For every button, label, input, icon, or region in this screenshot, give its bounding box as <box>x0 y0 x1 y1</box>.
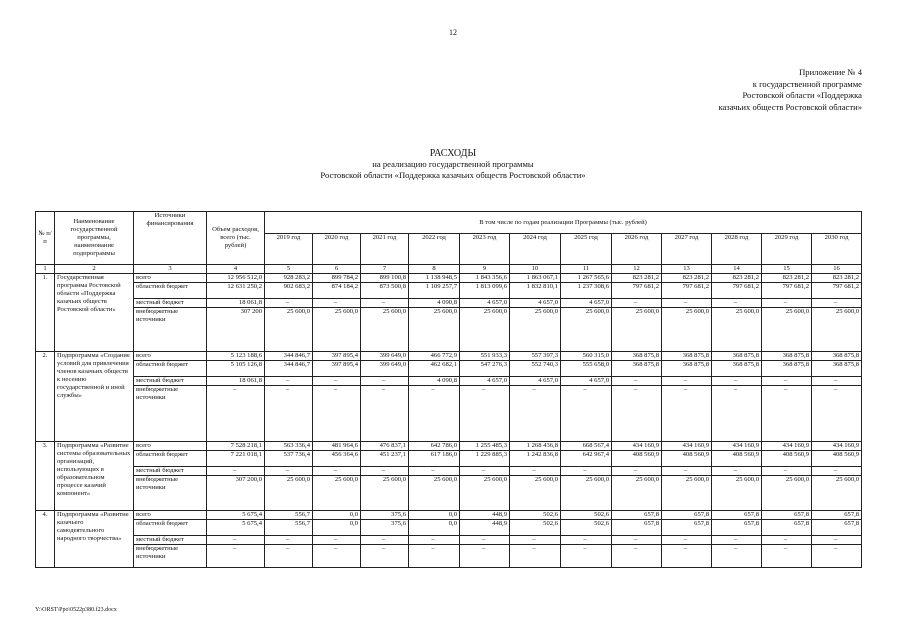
year-value: 368 875,8 <box>812 361 862 377</box>
year-value: 456 364,6 <box>313 451 361 467</box>
year-value: 25 600,0 <box>460 308 510 352</box>
year-value: 25 600,0 <box>409 308 460 352</box>
year-value: 481 964,6 <box>313 442 361 451</box>
program-name: Подпрограмма «Развитие казачьего самодеятельного народного творчества» <box>55 511 134 568</box>
column-number: 6 <box>313 265 361 274</box>
year-value: 873 500,8 <box>361 283 409 299</box>
year-value: 1 843 356,6 <box>460 274 510 283</box>
year-value: – <box>409 467 460 476</box>
year-value: 25 600,0 <box>265 308 313 352</box>
year-value: 1 863 067,1 <box>510 274 561 283</box>
page-number: 12 <box>449 28 457 37</box>
year-value: 4 657,0 <box>561 377 612 386</box>
year-value: – <box>409 545 460 568</box>
year-value: – <box>361 299 409 308</box>
year-value: 563 336,4 <box>265 442 313 451</box>
total-value: 18 061,8 <box>207 377 265 386</box>
year-value: – <box>409 386 460 442</box>
year-value: – <box>361 377 409 386</box>
year-value: – <box>409 536 460 545</box>
header-by-year: В том числе по годам реализации Программы (тыс. рублей) <box>265 212 862 234</box>
column-number: 3 <box>134 265 207 274</box>
year-value: – <box>762 377 812 386</box>
year-value: 556,7 <box>265 520 313 536</box>
year-value: – <box>762 386 812 442</box>
year-value: – <box>265 536 313 545</box>
year-value: – <box>460 386 510 442</box>
year-value: 1 109 257,7 <box>409 283 460 299</box>
funding-source: местный бюджет <box>134 467 207 476</box>
table-row <box>36 467 862 476</box>
header-num: № п/п <box>36 212 55 265</box>
year-value: 4 657,0 <box>561 299 612 308</box>
year-value: – <box>662 299 712 308</box>
year-value: – <box>361 386 409 442</box>
file-path: Y:\ORST\Ppo\0522p380.f23.docx <box>35 607 117 613</box>
year-value: – <box>812 386 862 442</box>
year-value: 899 100,8 <box>361 274 409 283</box>
year-value: 1 229 885,3 <box>460 451 510 467</box>
year-value: 434 160,9 <box>812 442 862 451</box>
table-row <box>36 520 862 536</box>
year-value: 1 268 436,8 <box>510 442 561 451</box>
year-value: 25 600,0 <box>313 476 361 511</box>
year-value: 642 967,4 <box>561 451 612 467</box>
year-value: 25 600,0 <box>612 476 662 511</box>
year-value: 466 772,9 <box>409 352 460 361</box>
year-value: – <box>612 299 662 308</box>
year-value: 476 837,1 <box>361 442 409 451</box>
year-value: 25 600,0 <box>561 308 612 352</box>
appendix-line: казачьих обществ Ростовской области» <box>718 101 862 112</box>
year-value: 1 237 308,6 <box>561 283 612 299</box>
year-value: 899 784,2 <box>313 274 361 283</box>
year-value: – <box>762 536 812 545</box>
year-value: 823 281,2 <box>812 274 862 283</box>
year-value: 1 832 810,1 <box>510 283 561 299</box>
year-value: 25 600,0 <box>712 308 762 352</box>
year-value: 4 090,8 <box>409 377 460 386</box>
year-value: – <box>313 377 361 386</box>
year-value: – <box>361 536 409 545</box>
header-year: 2027 год <box>662 234 712 265</box>
year-value: 797 681,2 <box>662 283 712 299</box>
year-value: 557 397,3 <box>510 352 561 361</box>
funding-source: всего <box>134 352 207 361</box>
header-total: Объем расходов, всего (тыс. рублей) <box>207 212 265 265</box>
total-value: 7 221 018,1 <box>207 451 265 467</box>
year-value: 408 560,9 <box>612 451 662 467</box>
year-value: 462 682,1 <box>409 361 460 377</box>
year-value: – <box>313 545 361 568</box>
table-row <box>36 299 862 308</box>
year-value: 368 875,8 <box>712 361 762 377</box>
funding-source: местный бюджет <box>134 299 207 308</box>
total-value: 12 631 250,2 <box>207 283 265 299</box>
year-value: 502,6 <box>510 511 561 520</box>
total-value: 5 675,4 <box>207 511 265 520</box>
expenses-table <box>35 211 862 568</box>
year-value: 25 600,0 <box>812 308 862 352</box>
program-number: 2. <box>36 352 55 442</box>
year-value: – <box>265 545 313 568</box>
year-value: 1 267 565,6 <box>561 274 612 283</box>
appendix-line: к государственной программе <box>752 78 862 89</box>
funding-source: областной бюджет <box>134 361 207 377</box>
year-value: – <box>561 536 612 545</box>
total-value: – <box>207 467 265 476</box>
year-value: 408 560,9 <box>762 451 812 467</box>
year-value: 657,8 <box>662 520 712 536</box>
year-value: 408 560,9 <box>712 451 762 467</box>
year-value: 657,8 <box>612 511 662 520</box>
header-year: 2019 год <box>265 234 313 265</box>
column-number: 4 <box>207 265 265 274</box>
year-value: – <box>712 536 762 545</box>
year-value: 368 875,8 <box>712 352 762 361</box>
year-value: – <box>712 377 762 386</box>
column-number: 12 <box>612 265 662 274</box>
column-number: 13 <box>662 265 712 274</box>
year-value: 560 315,0 <box>561 352 612 361</box>
year-value: – <box>510 386 561 442</box>
program-number: 3. <box>36 442 55 511</box>
year-value: 25 600,0 <box>712 476 762 511</box>
year-value: 537 736,4 <box>265 451 313 467</box>
year-value: 399 649,0 <box>361 352 409 361</box>
year-value: 25 600,0 <box>561 476 612 511</box>
year-value: 448,9 <box>460 511 510 520</box>
column-number: 9 <box>460 265 510 274</box>
year-value: 25 600,0 <box>612 308 662 352</box>
year-value: – <box>812 299 862 308</box>
program-number: 4. <box>36 511 55 568</box>
column-number: 2 <box>55 265 134 274</box>
year-value: 617 186,0 <box>409 451 460 467</box>
column-number: 16 <box>812 265 862 274</box>
year-value: 657,8 <box>712 520 762 536</box>
year-value: – <box>561 386 612 442</box>
table-row <box>36 274 862 283</box>
year-value: 797 681,2 <box>612 283 662 299</box>
year-value: – <box>313 299 361 308</box>
funding-source: областной бюджет <box>134 520 207 536</box>
year-value: 25 600,0 <box>762 308 812 352</box>
year-value: – <box>612 467 662 476</box>
year-value: – <box>712 545 762 568</box>
funding-source: местный бюджет <box>134 536 207 545</box>
header-year: 2028 год <box>712 234 762 265</box>
year-value: 397 895,4 <box>313 361 361 377</box>
header-year: 2021 год <box>361 234 409 265</box>
year-value: 657,8 <box>762 520 812 536</box>
year-value: 434 160,9 <box>712 442 762 451</box>
header-year: 2029 год <box>762 234 812 265</box>
year-value: 823 281,2 <box>612 274 662 283</box>
total-value: 18 061,8 <box>207 299 265 308</box>
year-value: 25 600,0 <box>409 476 460 511</box>
funding-source: всего <box>134 442 207 451</box>
funding-source: областной бюджет <box>134 451 207 467</box>
year-value: 25 600,0 <box>460 476 510 511</box>
table-row <box>36 536 862 545</box>
year-value: 397 895,4 <box>313 352 361 361</box>
table-row <box>36 511 862 520</box>
year-value: 657,8 <box>712 511 762 520</box>
program-name: Подпрограмма «Развитие системы образовательных организаций, использующих в образовательном процессе казачий компонент» <box>55 442 134 511</box>
year-value: – <box>510 545 561 568</box>
table-row <box>36 451 862 467</box>
year-value: 368 875,8 <box>662 352 712 361</box>
year-value: 25 600,0 <box>361 476 409 511</box>
table-row <box>36 377 862 386</box>
header-year: 2030 год <box>812 234 862 265</box>
year-value: 502,6 <box>561 511 612 520</box>
year-value: – <box>460 536 510 545</box>
year-value: 823 281,2 <box>712 274 762 283</box>
table-row <box>36 283 862 299</box>
year-value: 657,8 <box>662 511 712 520</box>
header-source: Источники финансирования <box>134 212 207 265</box>
year-value: 1 255 485,3 <box>460 442 510 451</box>
year-value: 0,0 <box>409 520 460 536</box>
year-value: 368 875,8 <box>612 361 662 377</box>
header-year: 2020 год <box>313 234 361 265</box>
year-value: – <box>510 467 561 476</box>
year-value: 368 875,8 <box>662 361 712 377</box>
year-value: 902 683,2 <box>265 283 313 299</box>
year-value: – <box>612 386 662 442</box>
funding-source: всего <box>134 511 207 520</box>
column-number: 10 <box>510 265 561 274</box>
year-value: 434 160,9 <box>612 442 662 451</box>
header-year: 2026 год <box>612 234 662 265</box>
funding-source: областной бюджет <box>134 283 207 299</box>
total-value: 7 528 218,1 <box>207 442 265 451</box>
year-value: 657,8 <box>812 520 862 536</box>
appendix-line: Ростовской области «Поддержка <box>742 90 862 101</box>
year-value: – <box>762 299 812 308</box>
column-number: 11 <box>561 265 612 274</box>
year-value: – <box>712 386 762 442</box>
year-value: 344 846,7 <box>265 361 313 377</box>
year-value: 0,0 <box>313 511 361 520</box>
program-name: Государственная программа Ростовской области «Поддержка казачьих обществ Ростовской области» <box>55 274 134 352</box>
total-value: 307 200,0 <box>207 476 265 511</box>
year-value: – <box>612 536 662 545</box>
header-year: 2023 год <box>460 234 510 265</box>
year-value: 368 875,8 <box>762 361 812 377</box>
year-value: – <box>662 536 712 545</box>
total-value: 5 123 188,6 <box>207 352 265 361</box>
table-row <box>36 442 862 451</box>
year-value: – <box>712 467 762 476</box>
year-value: – <box>313 467 361 476</box>
year-value: 874 184,2 <box>313 283 361 299</box>
appendix-line: Приложение № 4 <box>799 67 862 77</box>
year-value: – <box>612 377 662 386</box>
year-value: – <box>265 386 313 442</box>
column-number: 8 <box>409 265 460 274</box>
year-value: 823 281,2 <box>662 274 712 283</box>
year-value: 434 160,9 <box>762 442 812 451</box>
year-value: – <box>460 467 510 476</box>
funding-source: местный бюджет <box>134 377 207 386</box>
year-value: 25 600,0 <box>265 476 313 511</box>
funding-source: внебюджетные источники <box>134 476 207 511</box>
year-value: – <box>265 377 313 386</box>
year-value: 375,6 <box>361 520 409 536</box>
year-value: 1 813 099,6 <box>460 283 510 299</box>
year-value: 657,8 <box>762 511 812 520</box>
year-value: 25 600,0 <box>361 308 409 352</box>
year-value: 1 242 836,8 <box>510 451 561 467</box>
header-year: 2024 год <box>510 234 561 265</box>
year-value: 0,0 <box>409 511 460 520</box>
total-value: 307 200 <box>207 308 265 352</box>
year-value: 4 657,0 <box>460 377 510 386</box>
title-line: на реализацию государственной программы <box>372 159 534 169</box>
header-year: 2025 год <box>561 234 612 265</box>
year-value: – <box>812 545 862 568</box>
appendix-block <box>622 67 862 113</box>
year-value: 368 875,8 <box>812 352 862 361</box>
total-value: – <box>207 386 265 442</box>
year-value: – <box>313 386 361 442</box>
year-value: 434 160,9 <box>662 442 712 451</box>
year-value: 797 681,2 <box>712 283 762 299</box>
title-line: Ростовской области «Поддержка казачьих обществ Ростовской области» <box>320 170 586 180</box>
year-value: 25 600,0 <box>510 308 561 352</box>
year-value: – <box>612 545 662 568</box>
title-main: РАСХОДЫ <box>429 148 477 159</box>
column-number: 1 <box>36 265 55 274</box>
year-value: 368 875,8 <box>762 352 812 361</box>
year-value: 25 600,0 <box>812 476 862 511</box>
year-value: 502,6 <box>510 520 561 536</box>
total-value: – <box>207 545 265 568</box>
year-value: – <box>265 467 313 476</box>
year-value: – <box>460 545 510 568</box>
year-value: 368 875,8 <box>612 352 662 361</box>
year-value: – <box>510 536 561 545</box>
total-value: 5 105 126,8 <box>207 361 265 377</box>
year-value: 25 600,0 <box>762 476 812 511</box>
document-title <box>0 148 906 181</box>
year-value: 797 681,2 <box>812 283 862 299</box>
year-value: – <box>361 467 409 476</box>
program-name: Подпрограмма «Создание условий для привлечения членов казачьих обществ к несению государственной и иной службы» <box>55 352 134 442</box>
year-value: 4 657,0 <box>510 377 561 386</box>
year-value: 823 281,2 <box>762 274 812 283</box>
year-value: 25 600,0 <box>510 476 561 511</box>
year-value: – <box>265 299 313 308</box>
year-value: 399 649,0 <box>361 361 409 377</box>
year-value: 4 657,0 <box>460 299 510 308</box>
year-value: 1 138 948,5 <box>409 274 460 283</box>
total-value: 5 675,4 <box>207 520 265 536</box>
year-value: – <box>662 467 712 476</box>
funding-source: всего <box>134 274 207 283</box>
year-value: – <box>361 545 409 568</box>
year-value: 928 283,2 <box>265 274 313 283</box>
year-value: 4 657,0 <box>510 299 561 308</box>
column-number: 14 <box>712 265 762 274</box>
year-value: – <box>313 536 361 545</box>
year-value: 375,6 <box>361 511 409 520</box>
year-value: – <box>712 299 762 308</box>
year-value: – <box>561 545 612 568</box>
column-number: 7 <box>361 265 409 274</box>
year-value: 551 933,3 <box>460 352 510 361</box>
column-number: 15 <box>762 265 812 274</box>
year-value: 547 276,3 <box>460 361 510 377</box>
total-value: – <box>207 536 265 545</box>
year-value: 797 681,2 <box>762 283 812 299</box>
year-value: – <box>812 377 862 386</box>
year-value: – <box>762 545 812 568</box>
year-value: 344 846,7 <box>265 352 313 361</box>
year-value: 502,6 <box>561 520 612 536</box>
year-value: 408 560,9 <box>812 451 862 467</box>
header-name: Наименование государственной программы, наименование подпрограммы <box>55 212 134 265</box>
year-value: 0,0 <box>313 520 361 536</box>
year-value: – <box>812 536 862 545</box>
year-value: – <box>762 467 812 476</box>
funding-source: внебюджетные источники <box>134 308 207 352</box>
year-value: – <box>662 386 712 442</box>
year-value: 451 237,1 <box>361 451 409 467</box>
total-value: 12 956 512,0 <box>207 274 265 283</box>
table-row <box>36 386 862 442</box>
table-row <box>36 361 862 377</box>
funding-source: внебюджетные источники <box>134 545 207 568</box>
table-row <box>36 308 862 352</box>
year-value: – <box>561 467 612 476</box>
year-value: 408 560,9 <box>662 451 712 467</box>
year-value: 552 740,3 <box>510 361 561 377</box>
year-value: – <box>812 467 862 476</box>
year-value: 448,9 <box>460 520 510 536</box>
year-value: 4 090,8 <box>409 299 460 308</box>
header-year: 2022 год <box>409 234 460 265</box>
year-value: 555 658,0 <box>561 361 612 377</box>
year-value: 657,8 <box>612 520 662 536</box>
program-number: 1. <box>36 274 55 352</box>
table-row <box>36 476 862 511</box>
year-value: 25 600,0 <box>313 308 361 352</box>
year-value: – <box>662 377 712 386</box>
year-value: 556,7 <box>265 511 313 520</box>
year-value: 657,8 <box>812 511 862 520</box>
year-value: 642 786,0 <box>409 442 460 451</box>
year-value: 25 600,0 <box>662 476 712 511</box>
column-number: 5 <box>265 265 313 274</box>
funding-source: внебюджетные источники <box>134 386 207 442</box>
year-value: – <box>662 545 712 568</box>
year-value: 668 567,4 <box>561 442 612 451</box>
table-row <box>36 545 862 568</box>
table-row <box>36 352 862 361</box>
year-value: 25 600,0 <box>662 308 712 352</box>
